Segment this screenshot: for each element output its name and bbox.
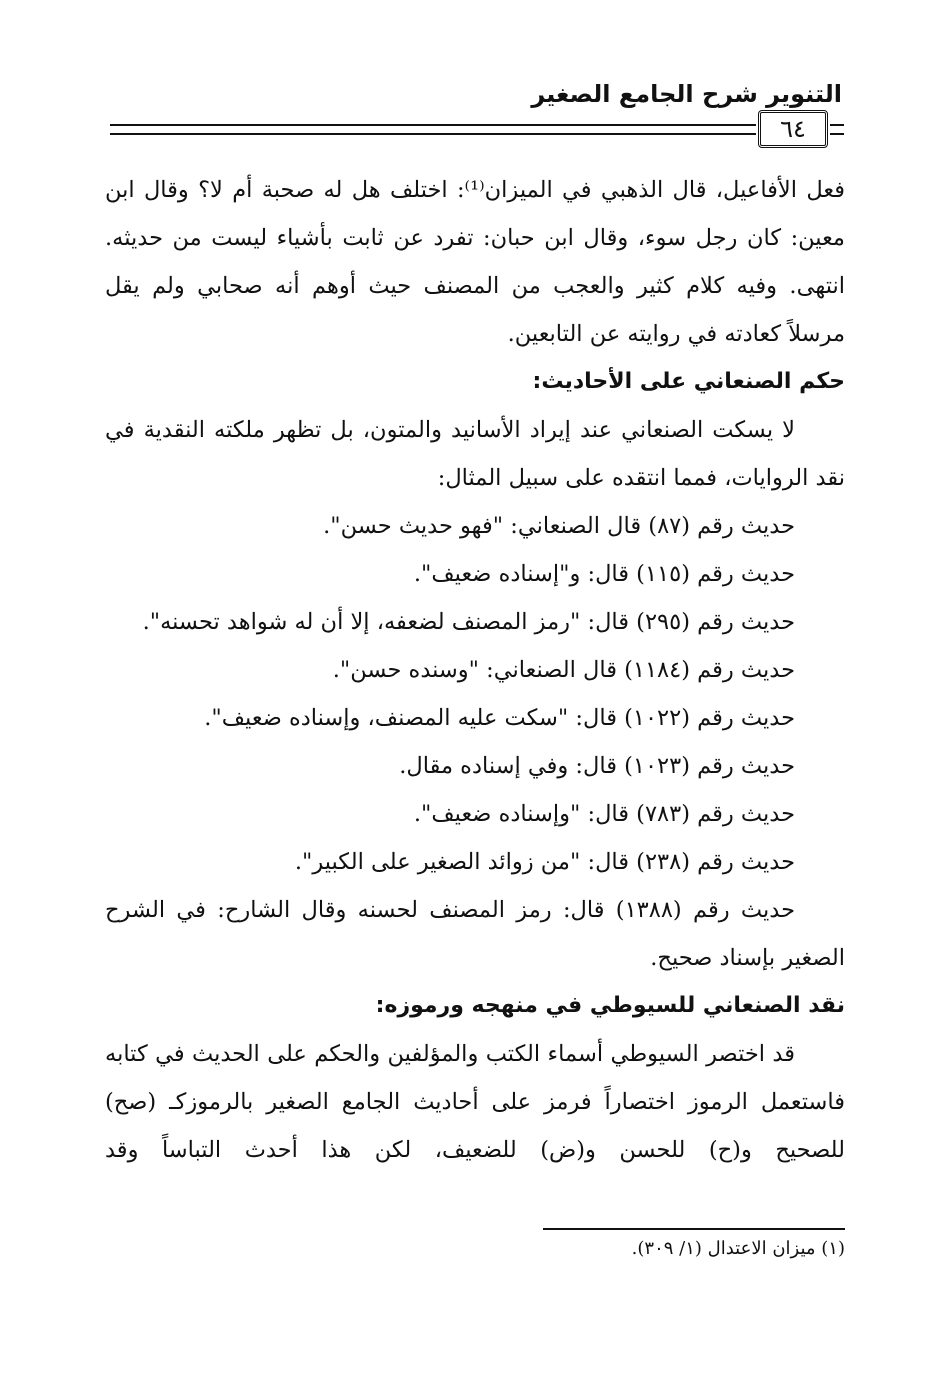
hadith-ruling-item: حديث رقم (١٠٢٢) قال: "سكت عليه المصنف، وإسناده ضعيف". [204, 705, 795, 731]
hadith-ruling-item: حديث رقم (١١٨٤) قال الصنعاني: "وسنده حسن". [332, 657, 795, 683]
header-rule-end [830, 124, 844, 135]
hadith-ruling-item: حديث رقم (١١٥) قال: و"إسناده ضعيف". [413, 561, 795, 587]
text-line: مرسلاً كعادته في روايته عن التابعين. [507, 321, 845, 347]
text-line: لا يسكت الصنعاني عند إيراد الأسانيد والمتون، بل تظهر ملكته النقدية في [105, 417, 795, 443]
footnote: (١) ميزان الاعتدال (١/ ٣٠٩). [631, 1238, 845, 1259]
hadith-ruling-item: حديث رقم (٧٨٣) قال: "وإسناده ضعيف". [413, 801, 795, 827]
text-line: فعل الأفاعيل، قال الذهبي في الميزان⁽¹⁾: اختلف هل له صحبة أم لا؟ وقال ابن [105, 177, 845, 203]
header-double-rule [110, 124, 756, 135]
hadith-ruling-item: حديث رقم (٨٧) قال الصنعاني: "فهو حديث حسن". [323, 513, 795, 539]
hadith-ruling-item: حديث رقم (٢٩٥) قال: "رمز المصنف لضعفه، إلا أن له شواهد تحسنه". [142, 609, 795, 635]
hadith-ruling-item: حديث رقم (١٠٢٣) قال: وفي إسناده مقال. [399, 753, 795, 779]
section-heading-sanani-rulings: حكم الصنعاني على الأحاديث: [532, 369, 845, 394]
page-number: ٦٤ [780, 115, 806, 143]
text-line: نقد الروايات، فمما انتقده على سبيل المثال: [437, 465, 845, 491]
text-line: الصغير بإسناد صحيح. [650, 945, 845, 971]
hadith-ruling-item: حديث رقم (٢٣٨) قال: "من زوائد الصغير على الكبير". [294, 849, 795, 875]
running-header-title: التنوير شرح الجامع الصغير [531, 80, 842, 108]
text-line: انتهى. وفيه كلام كثير والعجب من المصنف حيث أوهم أنه صحابي ولم يقل [105, 273, 845, 299]
text-line: فاستعمل الرموز اختصاراً فرمز على أحاديث الجامع الصغير بالرموزكـ (صح) [105, 1089, 845, 1115]
text-line: قد اختصر السيوطي أسماء الكتب والمؤلفين والحكم على الحديث في كتابه [105, 1041, 795, 1067]
page-number-box [758, 110, 828, 148]
footnote-separator [543, 1228, 845, 1230]
section-heading-critique-suyuti: نقد الصنعاني للسيوطي في منهجه ورموزه: [375, 993, 845, 1018]
text-line: للصحيح و(ح) للحسن و(ض) للضعيف، لكن هذا أحدث التباساً وقد [105, 1137, 845, 1163]
hadith-ruling-item: حديث رقم (١٣٨٨) قال: رمز المصنف لحسنه وقال الشارح: في الشرح [105, 897, 795, 923]
text-line: معين: كان رجل سوء، وقال ابن حبان: تفرد عن ثابت بأشياء ليست من حديثه. [105, 225, 845, 251]
body-text [105, 166, 845, 1174]
